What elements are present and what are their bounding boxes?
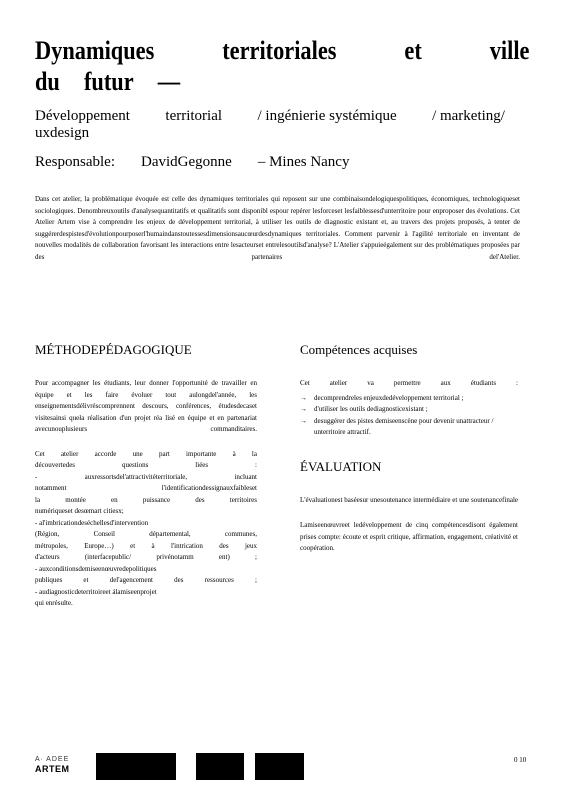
methode-heading: MÉTHODEPÉDAGOGIQUE xyxy=(35,342,192,357)
methode-line: qui enrésulte. xyxy=(35,599,73,607)
list-item-text: desuggérer des pistes demiseenscène pour devenir unattracteur / unterritoire attractif. xyxy=(314,416,494,436)
subtitle-part: Développement xyxy=(35,108,130,124)
methode-line: Cet atelier accorde une part importante à la xyxy=(35,449,257,458)
methode-line: notamment l'identificationdessignauxfaibleset xyxy=(35,484,257,492)
list-item-text: decomprendreles enjeuxdedéveloppement territorial ; xyxy=(314,393,464,402)
evaluation-heading: ÉVALUATION xyxy=(300,458,382,474)
methode-line: métropoles, Europe…) et à l'intrication des jeux xyxy=(35,541,257,550)
title-word: — xyxy=(157,67,181,96)
logo-top-text: A∙ ADEE xyxy=(35,756,70,763)
subtitle-part: / ingénierie systémique xyxy=(257,108,397,124)
intro-text: Dans cet atelier, la problématique évoquée est celle des dynamiques territoriales qui reposent sur une combinaisondelogiquespolitiques, économiques, technologiqueset sociologiques. Denombreuxoutils d'analysequantitatifs et qualitatifs sont disponibl espour repérer lesforceset lesfaiblessesd'unterritoire pour enproposer des évolutions. Cet Atelier Artem vise à comprendre les enjeux de développement territorial, à utiliser les outils de diagnostic existant et, au travers des projets proposés, à tenter de suggérerdespistesd'évolutionpourposerl'humaindanstoutessesdimensionsaucœurdesdynamiques territoriales. Comment parvenir à l'agilité territoriale en inventant de nouvelles modalités de collaboration favorisant les interactions entre lesacteurset entrelesoutilsd'analyse? L'Atelier s'appuieégalement sur des problématiques proposées par des partenaires del'Atelier. xyxy=(35,195,520,261)
competences-list xyxy=(300,393,518,439)
redacted-block xyxy=(255,753,304,780)
title-word: du xyxy=(35,67,60,96)
list-item xyxy=(300,416,518,439)
artem-logo xyxy=(35,755,85,775)
responsable-org: – Mines Nancy xyxy=(257,154,350,170)
methode-section xyxy=(35,342,257,610)
subtitle-row xyxy=(35,108,505,125)
methode-paragraph: Pour accompagner les étudiants, leur donner l'opportunité de travailler en équipe et les faire évoluer tout aulongdel'année, les enseignementsdélivréscomprennent descours, conférences, étudesdecaset visitesainsi queła réalisation d'un projet réa lisé en équipe et en partenariat avecunouplusieurs commanditaires. xyxy=(35,379,257,433)
methode-line: découvertedes questions liées : xyxy=(35,461,257,469)
methode-line: - al'imbricationdeséchellesd'intervention xyxy=(35,518,149,527)
title-word: Dynamiques xyxy=(35,36,155,65)
title-word: territoriales xyxy=(222,36,337,65)
competences-section xyxy=(300,342,518,568)
list-item xyxy=(300,393,518,405)
subtitle-part: / marketing/ xyxy=(432,108,505,124)
title-line-1 xyxy=(35,35,530,66)
arrow-icon: → xyxy=(300,405,307,413)
methode-list xyxy=(35,449,257,610)
responsable-label: Responsable: xyxy=(35,154,115,170)
evaluation-paragraph: L'évaluationest baséesur unesoutenance intermédiaire et une soutenancefinale xyxy=(300,495,518,504)
title-line-2 xyxy=(35,66,530,97)
methode-line: - auxconditionsdemiseenœuvredepolitiques xyxy=(35,564,157,573)
page-title xyxy=(35,35,530,97)
evaluation-paragraph: Lamiseenœuvreet ledéveloppement de cinq compétencesdisont également prises compte: écoute et esprit critique, affirmation, engagement, créativité et coopération. xyxy=(300,521,518,552)
competences-heading: Compétences acquises xyxy=(300,342,418,357)
arrow-icon: → xyxy=(300,393,307,402)
redacted-block xyxy=(196,753,244,780)
list-item-text: d'utiliser les outils dediagnosticexistant ; xyxy=(314,405,428,413)
methode-line: - audiagnosticdeterritoireet álamiseenprojet xyxy=(35,587,157,596)
intro-paragraph xyxy=(35,194,520,263)
methode-line: d'acteurs (interfacepublic/ privénotamm ent) ; xyxy=(35,553,257,561)
logo-bottom-text: ARTEM xyxy=(35,764,70,774)
methode-line: numériqueset desœmart citiesx; xyxy=(35,507,124,515)
competences-intro: Cet atelier va permettre aux étudiants : xyxy=(300,379,518,387)
methode-line: - auxressortsdel'attractivitéterritoriale, incluant xyxy=(35,472,257,481)
title-word: ville xyxy=(489,36,530,65)
responsable-name: DavidGegonne xyxy=(141,154,232,170)
responsable-line xyxy=(35,154,349,171)
subtitle-part: territorial xyxy=(165,108,223,124)
title-word: futur xyxy=(83,67,134,96)
title-word: et xyxy=(404,36,422,65)
page-number: 0 10 xyxy=(514,756,527,764)
arrow-icon: → xyxy=(300,416,307,425)
list-item xyxy=(300,404,518,416)
methode-line: (Région, Conseil départemental, communes, xyxy=(35,530,257,538)
subtitle-part: uxdesign xyxy=(35,125,90,141)
redacted-block xyxy=(96,753,176,780)
methode-line: publiques et del'agencement des ressources ; xyxy=(35,576,257,584)
methode-line: la montée en puissance des territoires xyxy=(35,495,257,504)
subtitle xyxy=(35,108,505,142)
